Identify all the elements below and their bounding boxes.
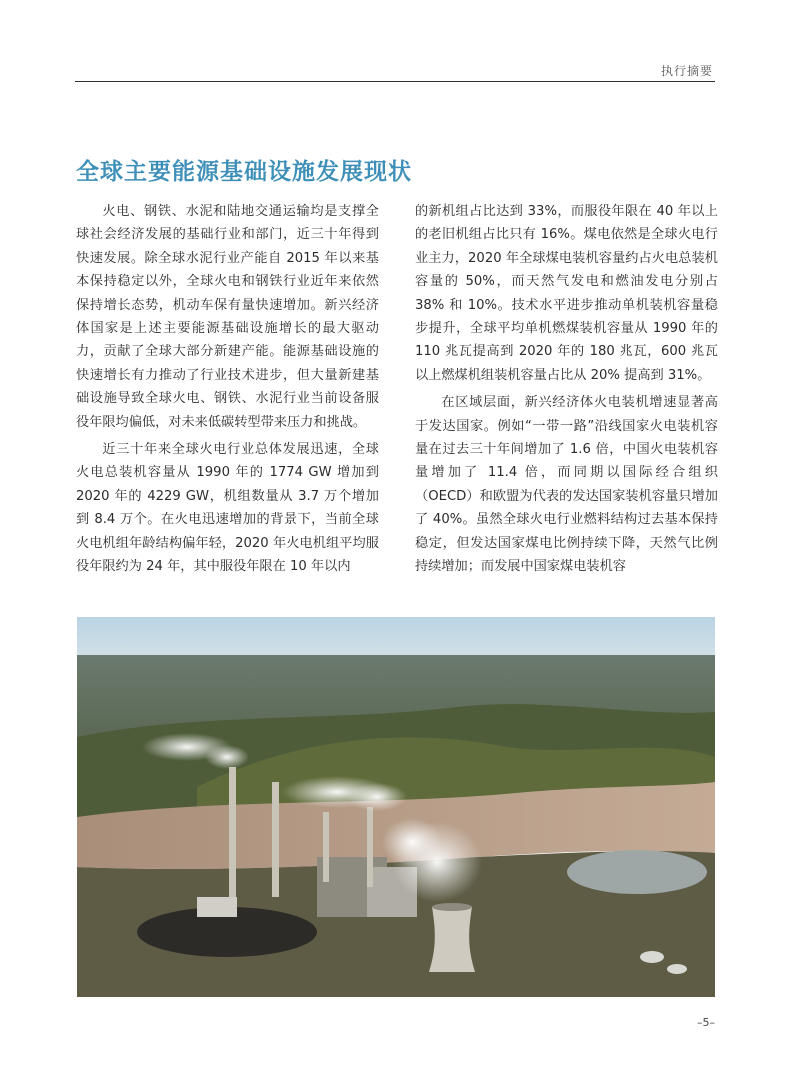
power-plant-illustration — [77, 617, 715, 997]
cooling-tower-top — [432, 903, 472, 911]
smokestack — [323, 812, 329, 882]
plant-building — [197, 897, 237, 917]
paragraph: 火电、钢铁、水泥和陆地交通运输均是支撑全球社会经济发展的基础行业和部门，近三十年得到快速发展。除全球水泥行业产能自 2015 年以来基本保持稳定以外，全球火电和钢铁行业近年来依然保持增长态势，机动车保有量快速增加。新兴经济体国家是上述主要能源基础设施增长的最大驱动力，贡献了全球大部分新建产能。能源基础设施的快速增长有力推动了行业技术进步，但大量新建基础设施导致全球火电、钢铁、水泥行业当前设备服役年限均偏低，对未来低碳转型带来压力和挑战。 — [76, 204, 379, 430]
storage-tank — [667, 964, 687, 974]
smoke-plume — [205, 745, 249, 769]
smoke-plume — [382, 818, 442, 866]
storage-tank — [640, 951, 664, 963]
smokestack — [272, 782, 279, 897]
running-header: 执行摘要 — [660, 64, 713, 78]
paragraph: 近三十年来全球火电行业总体发展迅速，全球火电总装机容量从 1990 年的 1774 GW 增加到 2020 年的 4229 GW，机组数量从 3.7 万个增加到 8.4 万个。在火电迅速增加的背景下，当前全球火电机组年龄结构偏年轻，2020 年火电机组平均服役年限约为 24 年，其中服役年限在 10 年以内 — [76, 442, 379, 575]
paragraph: 在区域层面，新兴经济体火电装机增速显著高于发达国家。例如“一带一路”沿线国家火电装机容量在过去三十年间增加了 1.6 倍，中国火电装机容量增加了 11.4 倍，而同期以国际经合组织（OECD）和欧盟为代表的发达国家装机容量只增加了 40%。虽然全球火电行业燃料结构过去基本保持稳定，但发达国家煤电比例持续下降，天然气比例持续增加；而发展中国家煤电装机容 — [415, 395, 718, 575]
page-number: –5– — [697, 1016, 715, 1029]
left-text-column — [76, 200, 379, 583]
section-title: 全球主要能源基础设施发展现状 — [76, 159, 412, 185]
header-divider — [75, 81, 715, 82]
smokestack — [229, 767, 236, 897]
right-text-column — [415, 200, 718, 583]
cooling-tower — [429, 907, 475, 972]
settling-pond — [567, 850, 707, 894]
power-plant-photo — [77, 617, 715, 997]
paragraph: 的新机组占比达到 33%，而服役年限在 40 年以上的老旧机组占比只有 16%。煤电依然是全球火电行业主力，2020 年全球煤电装机容量约占火电总装机容量的 50%，而天然气发电和燃油发电分别占 38% 和 10%。技术水平进步推动单机装机容量稳步提升，全球平均单机燃煤装机容量从 1990 年的 110 兆瓦提高到 2020 年的 180 兆瓦，600 兆瓦以上燃煤机组装机容量占比从 20% 提高到 31%。 — [415, 204, 718, 383]
smokestack — [367, 807, 373, 887]
smoke-plume — [347, 783, 407, 811]
